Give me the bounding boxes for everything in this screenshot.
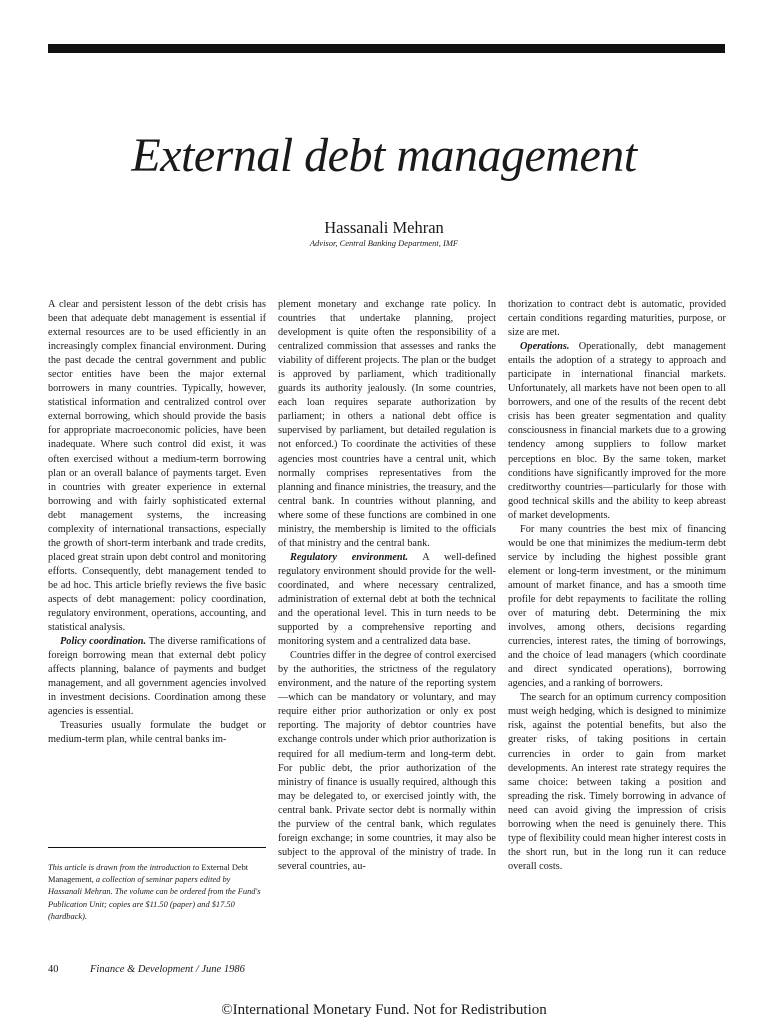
paragraph: Treasuries usually formulate the budget or medium-term plan, while central banks im- <box>48 720 266 746</box>
paragraph: For many countries the best mix of financing would be one that minimizes the medium-term debt service by including the highest possible grant element or long-term investment, or the minimum amount of market finance, and has a smooth time profile for debt repayments to facilitate the rolling over of maturing debt. Determining the mix involves, among others, decisions regarding currencies, interest rates, the timing of borrowings, and the choice of lead managers (which coordinate and direct syndicated operations), borrowing agencies, and a ranking of borrowers. <box>508 523 726 690</box>
section-heading: Operations. <box>520 341 570 353</box>
note-divider <box>48 847 266 848</box>
author-affiliation: Advisor, Central Banking Department, IMF <box>309 238 459 248</box>
page-footer <box>48 963 448 977</box>
text-column-3 <box>508 298 726 874</box>
page-number: 40 <box>48 964 59 975</box>
top-rule <box>48 44 725 53</box>
author-name: Hassanali Mehran <box>324 218 444 237</box>
section-heading: Regulatory environment. <box>290 551 409 563</box>
paragraph: plement monetary and exchange rate policy. In countries that undertake planning, project development is quite often the responsibility of a centralized commission that assesses and ranks the viability of different projects. The plan or the budget is approved by parliament, which traditionally guards its authority jealously. (In some countries, each loan requires separate authorization by parliament; in others a national debt office is supervised by parliament, but detailed regulation is not enforced.) To coordinate the activities of these agencies most countries have a central unit, which normally comprises representatives from the planning and finance ministries, the treasury, and the central bank. In countries without planning, and where some of these functions are combined in one ministry, the membership is limited to the officials of that ministry and the central bank. <box>278 299 496 549</box>
paragraph: Countries differ in the degree of control exercised by the authorities, the strictness of the regulatory environment, and the nature of the reporting system—which can be mandatory or voluntary, and may require either prior authorization or only ex post reporting. The majority of debtor countries have exchange controls under which prior authorization is required for all medium-term and long-term debt. For public debt, the prior authorization of the ministry of finance is usually required, although this may be delegated to, or exercised jointly with, the central bank. Private sector debt is normally within the purview of the central bank, which regulates foreign exchange; in some countries, it may also be subject to the approval of the ministry of trade. In several countries, au- <box>278 650 496 872</box>
section-heading: Policy coordination. <box>60 636 147 648</box>
paragraph: Operations. Operationally, debt management entails the adoption of a strategy to approach and participate in international financial markets. Unfortunately, all markets have not been open to all borrowers, and one of the results of the recent debt crisis has been greater segmentation and quality consciousness in financial markets due to a growing tendency among suppliers to follow market perceptions en bloc. By the same token, market conditions have significantly improved for the more creditworthy countries—particularly for those with good technical skills and the ability to keep abreast of market developments. <box>508 341 726 521</box>
article-note: This article is drawn from the introduction to External Debt Management, a collection of seminar papers edited by Hassanali Mehran. The volume can be ordered from the Fund's Publication Unit; copies are $11.50 (paper) and $17.50 (hardback). <box>48 863 261 921</box>
paragraph: The search for an optimum currency composition must weigh hedging, which is designed to minimize risk, against the potential benefits, but also the greater risks, of taking positions in certain currencies in order to gain from market developments. An interest rate strategy requires the same choice: between taking a position and spreading the risk. Timely borrowing in advance of need can avoid giving the impression of crisis borrowing when the need is genuinely there. This type of flexibility could mean higher interest costs in the short run, but in the long run it can reduce overall costs. <box>508 692 726 872</box>
journal-name: Finance & Development / June 1986 <box>90 964 245 975</box>
copyright-notice: ©International Monetary Fund. Not for Redistribution <box>221 1002 547 1018</box>
text-column-2 <box>278 298 496 874</box>
book-title: External Debt Management, <box>48 863 249 885</box>
text-column-1 <box>48 298 266 748</box>
paragraph: A clear and persistent lesson of the debt crisis has been that adequate debt management is essential if external resources are to be used efficiently in an increasingly complex financial environment. During the past decade the central government and public sector entities have been the major external borrowers in many countries. Typically, however, statistical information and centralized control over external borrowing, which should provide the basis for appropriate macroeconomic policies, have been inadequate. Where such control did exist, it was often exercised without a medium-term borrowing plan or an overall balance of payments target. Even in countries with greater experience in external borrowing and with fairly sophisticated external debt management systems, the increasing complexity of international transactions, especially the growth of short-term interbank and trade credits, placed great strain upon debt control and monitoring efforts. Consequently, debt management tended to be ad hoc. This article briefly reviews the five basic aspects of debt management: policy coordination, regulatory environment, operations, accounting, and statistical analysis. <box>48 299 266 634</box>
paragraph: Policy coordination. The diverse ramifications of foreign borrowing mean that external debt policy affects planning, balance of payments and budget management, and all government agencies involved in investment decisions. Coordination among these agencies is essential. <box>48 636 266 718</box>
paragraph: Regulatory environment. A well-defined regulatory environment should provide for the well-coordinated, and where necessary centralized, administration of external debt at both the technical and the operational level. This in turn needs to be supported by a comprehensive reporting and monitoring system and a centralized data base. <box>278 551 496 648</box>
paragraph: thorization to contract debt is automatic, provided certain conditions regarding maturities, purpose, or size are met. <box>508 299 726 339</box>
article-title: External debt management <box>131 129 637 182</box>
